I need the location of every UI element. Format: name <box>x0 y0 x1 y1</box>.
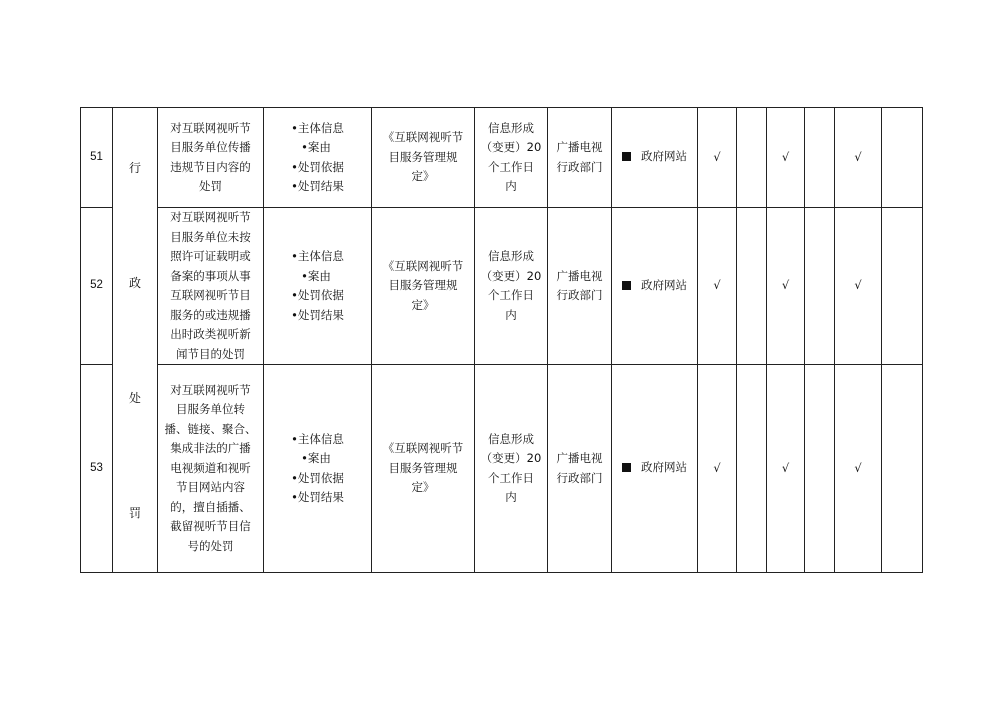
matter-cell-line: 备案的事项从事 <box>170 268 251 283</box>
basis-cell-line: 定》 <box>411 480 435 495</box>
time-limit-cell-line: 个工作日 <box>488 470 534 485</box>
time-limit-cell <box>475 108 548 208</box>
basis-cell-line: 《互联网视听节 <box>382 130 464 145</box>
content-item: •处罚结果 <box>291 490 344 504</box>
time-limit-cell-line: （变更）20 <box>480 451 542 465</box>
filled-square-icon <box>622 281 631 290</box>
category-char: 罚 <box>128 505 141 520</box>
content-items-cell <box>264 365 372 573</box>
check-cell: √ <box>835 108 882 208</box>
check-cell <box>882 208 923 365</box>
check-cell <box>737 208 767 365</box>
matter-cell-line: 播、链接、聚合、 <box>164 421 257 436</box>
channel-cell <box>612 108 698 208</box>
content-item: •主体信息 <box>291 431 344 446</box>
matter-cell <box>158 365 264 573</box>
matter-cell-line: 对互联网视听节 <box>170 210 251 224</box>
basis-cell-line: 《互联网视听节 <box>382 258 464 273</box>
time-limit-cell-line: （变更）20 <box>480 140 542 154</box>
basis-cell-line: 目服务管理规 <box>388 149 458 164</box>
channel <box>622 458 687 478</box>
matter-cell-line: 电视频道和视听 <box>170 460 251 475</box>
subject-cell-line: 行政部门 <box>556 470 603 485</box>
filled-square-icon <box>622 463 631 472</box>
time-limit-cell-line: 信息形成 <box>488 249 534 263</box>
basis-cell-line: 定》 <box>411 169 435 184</box>
channel-cell <box>612 365 698 573</box>
check-cell <box>882 108 923 208</box>
content-items-list <box>291 430 344 508</box>
subject-cell-line: 广播电视 <box>556 451 603 465</box>
basis-cell-line: 定》 <box>411 297 435 312</box>
matter-cell-line: 互联网视听节目 <box>170 288 251 302</box>
content-items-cell <box>264 108 372 208</box>
time-limit-cell-line: 内 <box>505 307 517 322</box>
matter-cell-line: 目服务单位转 <box>176 402 245 417</box>
disclosure-table <box>80 107 923 573</box>
subject-cell-line: 行政部门 <box>556 159 603 174</box>
row-number: 51 <box>81 108 113 208</box>
subject-cell-line: 广播电视 <box>556 268 603 283</box>
category-cell <box>113 108 158 573</box>
matter-cell-line: 服务的或违规播 <box>170 307 251 322</box>
matter-cell-line: 对互联网视听节 <box>170 382 251 397</box>
channel <box>622 276 687 296</box>
channel <box>622 147 687 167</box>
matter-cell-line: 出时政类视听新 <box>170 327 251 341</box>
filled-square-icon <box>622 152 631 161</box>
content-item: •处罚结果 <box>291 307 344 322</box>
check-cell: √ <box>698 365 737 573</box>
time-limit-cell <box>475 365 548 573</box>
channel-label: 政府网站 <box>641 460 687 475</box>
content-items-list <box>291 247 344 325</box>
matter-cell-line: 截留视听节目信 <box>170 519 251 534</box>
time-limit-cell-line: 个工作日 <box>488 159 534 174</box>
table-row <box>81 365 923 573</box>
matter-cell-line: 号的处罚 <box>187 538 234 553</box>
subject-cell-line: 广播电视 <box>556 140 603 154</box>
channel-label: 政府网站 <box>641 149 687 164</box>
table-row <box>81 108 923 208</box>
matter-cell-line: 的，擅自插播、 <box>170 499 251 514</box>
matter-cell <box>158 108 264 208</box>
content-item: •处罚依据 <box>291 288 344 302</box>
check-cell: √ <box>698 108 737 208</box>
time-limit-cell-line: 信息形成 <box>488 431 534 446</box>
check-cell <box>805 108 835 208</box>
check-cell: √ <box>767 365 805 573</box>
matter-cell-line: 对互联网视听节 <box>170 120 251 135</box>
table-row <box>81 208 923 365</box>
basis-cell-line: 目服务管理规 <box>388 460 458 475</box>
matter-cell-line: 照许可证载明或 <box>170 249 251 263</box>
content-item: •主体信息 <box>291 249 344 263</box>
basis-cell <box>372 365 475 573</box>
basis-cell-line: 目服务管理规 <box>388 278 458 293</box>
basis-cell-line: 《互联网视听节 <box>382 441 464 456</box>
subject-cell-line: 行政部门 <box>556 288 603 302</box>
check-cell <box>737 108 767 208</box>
check-cell <box>882 365 923 573</box>
matter-cell-line: 集成非法的广播 <box>170 441 251 456</box>
check-cell <box>805 208 835 365</box>
category-char: 政 <box>128 275 141 290</box>
channel-cell <box>612 208 698 365</box>
time-limit-cell <box>475 208 548 365</box>
content-item: •处罚依据 <box>291 470 344 485</box>
basis-cell <box>372 108 475 208</box>
basis-cell <box>372 208 475 365</box>
subject-cell <box>548 108 612 208</box>
subject-cell <box>548 208 612 365</box>
row-number: 52 <box>81 208 113 365</box>
content-item: •案由 <box>301 140 331 154</box>
content-item: •处罚依据 <box>291 159 344 174</box>
matter-cell <box>158 208 264 365</box>
matter-cell-line: 违规节目内容的 <box>170 159 251 174</box>
matter-cell-line: 闻节目的处罚 <box>176 346 245 361</box>
content-item: •处罚结果 <box>291 179 344 193</box>
subject-cell <box>548 365 612 573</box>
check-cell <box>805 365 835 573</box>
time-limit-cell-line: 内 <box>505 490 517 504</box>
category-char: 行 <box>128 160 141 175</box>
content-item: •主体信息 <box>291 120 344 135</box>
check-cell <box>737 365 767 573</box>
content-items-list <box>291 119 344 197</box>
matter-cell-line: 处罚 <box>199 179 222 193</box>
check-cell: √ <box>767 208 805 365</box>
channel-label: 政府网站 <box>641 277 687 292</box>
time-limit-cell-line: 信息形成 <box>488 120 534 135</box>
time-limit-cell-line: （变更）20 <box>480 268 542 283</box>
check-cell: √ <box>698 208 737 365</box>
check-cell: √ <box>835 365 882 573</box>
matter-cell-line: 目服务单位未按 <box>170 229 251 244</box>
content-items-cell <box>264 208 372 365</box>
category-label <box>113 110 157 570</box>
check-cell: √ <box>835 208 882 365</box>
time-limit-cell-line: 内 <box>505 179 517 193</box>
row-number: 53 <box>81 365 113 573</box>
matter-cell-line: 目服务单位传播 <box>170 140 251 154</box>
content-item: •案由 <box>301 451 331 465</box>
content-item: •案由 <box>301 268 331 283</box>
matter-cell-line: 节目网站内容 <box>176 480 245 495</box>
time-limit-cell-line: 个工作日 <box>488 288 534 302</box>
check-cell: √ <box>767 108 805 208</box>
category-char: 处 <box>128 390 141 405</box>
